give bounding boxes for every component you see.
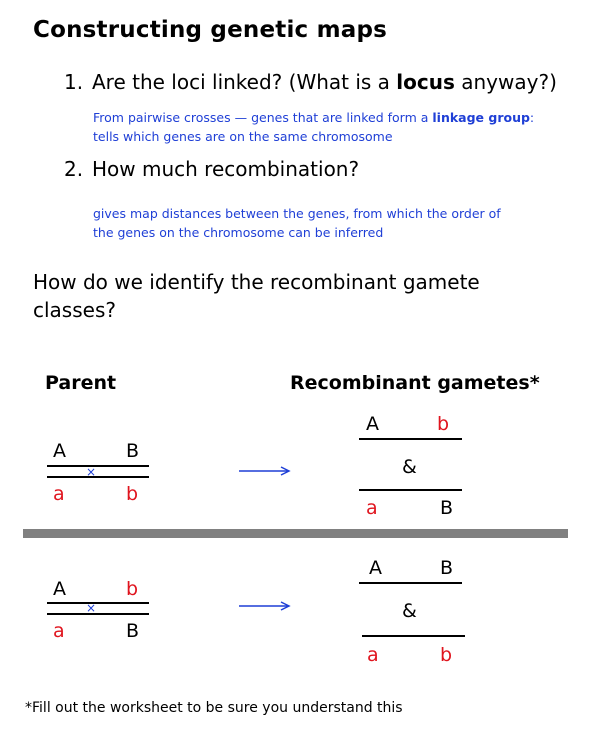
question-2-number: 2. (64, 157, 84, 181)
gamete-1b-chromosome (359, 489, 462, 491)
note-2-line-2: the genes on the chromosome can be inferred (93, 225, 384, 240)
crossover-mark: × (86, 601, 97, 615)
crossover-mark: × (86, 465, 97, 479)
question-2-text: How much recombination? (92, 157, 360, 181)
note-1-line-1-colon: : (529, 110, 535, 125)
section-divider (23, 529, 568, 538)
note-1 (93, 108, 534, 146)
gamete-1a-left-allele: A (366, 413, 379, 435)
parent-1-bottom-left-allele: a (53, 483, 65, 505)
gamete-2b-chromosome (362, 635, 465, 637)
section-question: How do we identify the recombinant gamete classes? (33, 270, 480, 322)
question-1-number: 1. (64, 70, 84, 94)
gamete-2a-right-allele: B (440, 557, 454, 579)
parent-2-top-right-allele: b (126, 578, 139, 600)
page-title: Constructing genetic maps (33, 17, 388, 43)
gamete-2a-left-allele: A (369, 557, 382, 579)
linkage-group-term: linkage group (432, 110, 530, 125)
footer-note: *Fill out the worksheet to be sure you understand this (25, 700, 403, 716)
ampersand-2: & (402, 600, 417, 622)
parent-2-bottom-right-allele: B (126, 620, 140, 642)
gamete-2a-chromosome (359, 582, 462, 584)
parent-2-bottom-left-allele: a (53, 620, 65, 642)
parent-1-chromosome-bottom (47, 476, 149, 478)
gamete-1b-left-allele: a (366, 497, 378, 519)
arrow-1-icon (238, 465, 292, 477)
gamete-1a-right-allele: b (437, 413, 450, 435)
recombinant-heading: Recombinant gametes* (290, 372, 540, 394)
note-2 (93, 204, 501, 242)
parent-1-bottom-right-allele: b (126, 483, 139, 505)
question-1 (64, 70, 557, 94)
gamete-2b-right-allele: b (440, 644, 453, 666)
ampersand-1: & (402, 456, 417, 478)
parent-2-chromosome-bottom (47, 613, 149, 615)
question-1-text-after: anyway?) (454, 70, 557, 94)
note-2-line-1: gives map distances between the genes, from which the order of (93, 206, 501, 221)
gamete-2b-left-allele: a (367, 644, 379, 666)
parent-2-chromosome-top (47, 602, 149, 604)
note-1-line-1-text: From pairwise crosses — genes that are linked form a (93, 110, 433, 125)
parent-heading: Parent (45, 372, 117, 394)
note-1-line-2: tells which genes are on the same chromosome (93, 129, 393, 144)
parent-2-top-left-allele: A (53, 578, 66, 600)
note-1-line-1 (93, 108, 534, 127)
question-1-bold-word: locus (396, 70, 455, 94)
parent-1-top-left-allele: A (53, 440, 66, 462)
parent-1-top-right-allele: B (126, 440, 140, 462)
parent-1-chromosome-top (47, 465, 149, 467)
question-1-text-before: Are the loci linked? (What is a (92, 70, 397, 94)
arrow-2-icon (238, 600, 292, 612)
gamete-1b-right-allele: B (440, 497, 454, 519)
gamete-1a-chromosome (359, 438, 462, 440)
question-2 (64, 157, 359, 181)
